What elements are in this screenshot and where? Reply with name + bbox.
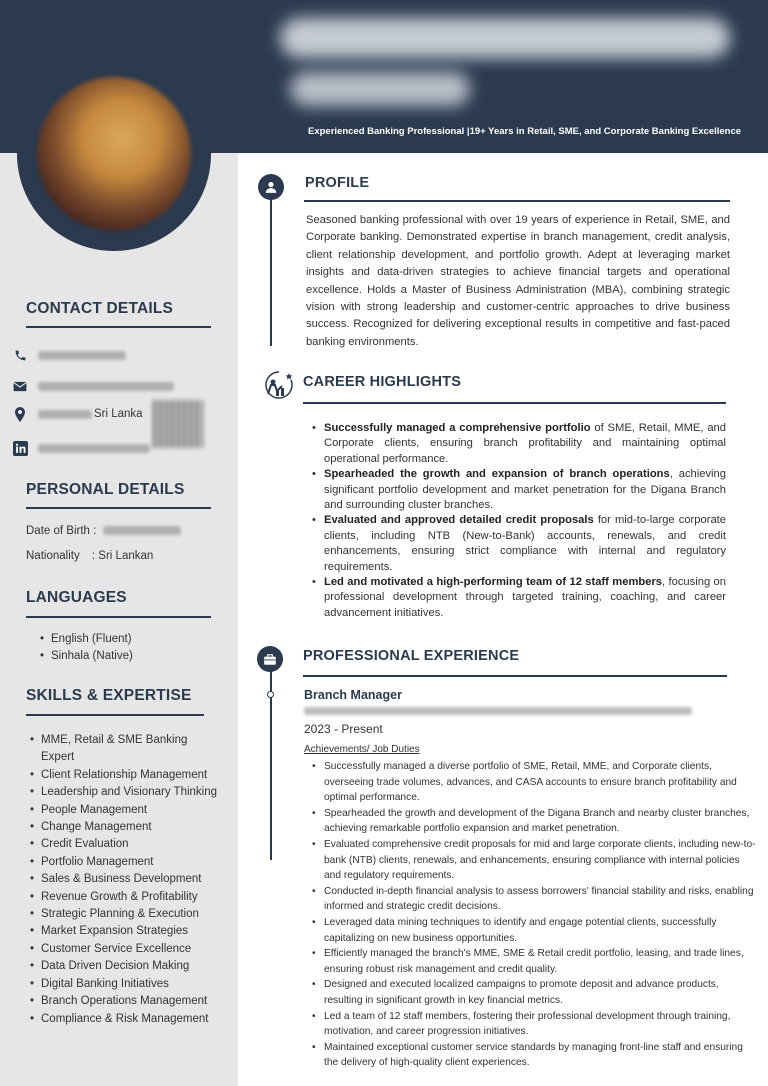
list-item [312, 575, 726, 621]
list-item: • Designed and executed localized campaigns to promote deposit and advance products, resulting in significant growth in key financial metrics. [312, 977, 758, 1008]
list-item: • MME, Retail & SME Banking [30, 732, 217, 749]
career-highlights-heading: CAREER HIGHLIGHTS [303, 374, 462, 390]
briefcase-icon [257, 646, 283, 672]
list-item: • Conducted in-depth financial analysis to assess borrowers' financial stability and risks, enabling informed and strategic credit decisions. [312, 884, 758, 915]
redacted-name [280, 18, 730, 58]
nationality-label: Nationality [26, 550, 80, 562]
list-item [312, 513, 726, 575]
highlight-bold: Successfully managed a comprehensive portfolio [324, 422, 591, 434]
career-highlights-icon [262, 370, 296, 400]
personal-heading: PERSONAL DETAILS [26, 481, 185, 498]
list-item-continuation: Expert [41, 751, 75, 764]
location-pin-icon [12, 406, 28, 422]
location-value: Sri Lanka [94, 408, 143, 420]
highlight-bold: Spearheaded the growth and expansion of branch operations [324, 468, 670, 481]
experience-heading: PROFESSIONAL EXPERIENCE [303, 648, 520, 664]
profile-photo [37, 77, 191, 231]
contact-heading: CONTACT DETAILS [26, 300, 174, 317]
envelope-icon [12, 378, 28, 394]
contact-location [12, 406, 143, 422]
highlight-bold: Evaluated and approved detailed credit proposals [324, 514, 594, 527]
list-item: • English (Fluent) [40, 631, 133, 648]
address-redacted [38, 410, 92, 419]
list-item: • Efficiently managed the branch's MME, SME & Retail credit portfolio, leasing, and trade lines, ensuring robust risk management and credit quality. [312, 946, 758, 977]
highlight-bold: Led and motivated a high-performing team of 12 staff members [324, 576, 663, 589]
contact-phone [12, 347, 126, 363]
list-item: • Change Management [30, 819, 217, 836]
list-item: • Sales & Business Development [30, 871, 217, 888]
list-item: • Compliance & Risk Management [30, 1011, 217, 1028]
achievements-label: Achievements/ Job Duties [304, 744, 420, 755]
redacted-employer [304, 707, 692, 715]
phone-icon [12, 347, 28, 363]
highlight-text: , focusing on professional development through targeted training, coaching, and career advancement initiatives. [324, 576, 726, 619]
job-dates: 2023 - Present [304, 722, 383, 736]
list-item: • People Management [30, 802, 217, 819]
list-item [312, 421, 726, 467]
list-item: • Led a team of 12 staff members, fostering their professional development through training, motivation, and career progression initiatives. [312, 1009, 758, 1040]
timeline-line-experience [270, 670, 272, 860]
highlight-text: of SME, Retail, MME, and Corporate clients, ensuring branch profitability and maintaining optimal operational performance. [324, 422, 726, 465]
dob-value [103, 526, 181, 535]
list-item [312, 467, 726, 513]
dob-label: Date of Birth : [26, 525, 97, 537]
list-item: • Spearheaded the growth and development of the Digana Branch and nearby cluster branches, achieving remarkable portfolio expansion and market penetration. [312, 806, 758, 837]
languages-rule [26, 616, 211, 618]
list-item: • Data Driven Decision Making [30, 958, 217, 975]
list-item: • Revenue Growth & Profitability [30, 889, 217, 906]
list-item: • Successfully managed a diverse portfolio of SME, Retail, MME, and Corporate clients, overseeing trade volumes, advances, and CASA accounts to ensure branch profitability and optimal performance. [312, 759, 758, 806]
list-item: • Evaluated comprehensive credit proposals for mid and large corporate clients, including new-to-bank (NTB) clients, renewals, and enhancements, ensuring compliance with internal policies and regulatory requirements. [312, 837, 758, 884]
profile-summary: Seasoned banking professional with over 19 years of experience in Retail, SME, and Corporate banking. Demonstrated expertise in branch management, credit analysis, client relationship development, and portfolio growth. Adept at leveraging market insights and data-driven strategies to achieve financial targets and operational excellence. Holds a Master of Business Administration (MBA), combining strategic vision with strong leadership and customer-centric approaches to drive business success. Recognized for delivering exceptional results in competitive and fast-paced banking environments. [306, 214, 730, 348]
experience-rule [303, 675, 727, 677]
linkedin-value [38, 444, 150, 453]
contact-linkedin[interactable] [12, 440, 150, 456]
nationality-row [26, 550, 153, 562]
timeline-line-profile [270, 198, 272, 346]
tagline: Experienced Banking Professional |19+ Years in Retail, SME, and Corporate Banking Excellence [308, 126, 742, 137]
career-highlights-rule [303, 402, 726, 404]
list-item: • Maintained exceptional customer service standards by managing front-line staff and ensuring the delivery of high-quality client experiences. [312, 1040, 758, 1071]
contact-email [12, 378, 174, 394]
personal-rule [26, 507, 211, 509]
list-item: • Market Expansion Strategies [30, 923, 217, 940]
nationality-value: : Sri Lankan [91, 550, 154, 562]
list-item: • Strategic Planning & Execution [30, 906, 217, 923]
redacted-name-secondary [290, 72, 470, 106]
linkedin-icon [12, 440, 28, 456]
list-item: • Credit Evaluation [30, 836, 217, 853]
languages-list [40, 631, 133, 666]
qr-code [153, 400, 203, 448]
skills-list [30, 732, 217, 1028]
timeline-dot [267, 691, 274, 698]
skills-rule [26, 714, 204, 716]
email-value [38, 382, 174, 391]
profile-user-icon [258, 174, 284, 200]
dob-row [26, 525, 181, 537]
profile-rule [304, 200, 730, 202]
list-item: • Branch Operations Management [30, 993, 217, 1010]
list-item: • Digital Banking Initiatives [30, 976, 217, 993]
career-highlights-list [312, 421, 726, 621]
profile-heading: PROFILE [305, 175, 370, 191]
list-item: • Leveraged data mining techniques to identify and engage potential clients, successfully capitalizing on new business opportunities. [312, 915, 758, 946]
skills-heading: SKILLS & EXPERTISE [26, 687, 192, 704]
list-item: • Client Relationship Management [30, 767, 217, 784]
languages-heading: LANGUAGES [26, 589, 127, 606]
list-item [30, 749, 217, 766]
list-item: • Sinhala (Native) [40, 648, 133, 665]
job-title: Branch Manager [304, 688, 402, 702]
list-item: • Leadership and Visionary Thinking [30, 784, 217, 801]
highlight-text: , achieving significant portfolio development and market penetration for the Digana Branch and surrounding cluster branches. [324, 468, 726, 512]
contact-rule [26, 326, 211, 328]
list-item: • Portfolio Management [30, 854, 217, 871]
list-item: • Customer Service Excellence [30, 941, 217, 958]
achievements-list [312, 759, 758, 1071]
phone-value [38, 351, 126, 360]
highlight-text: for mid-to-large corporate clients, including NTB (New-to-Bank) accounts, renewals, and credit enhancements, ensuring strict compliance with internal and regulatory requirements. [324, 514, 726, 573]
